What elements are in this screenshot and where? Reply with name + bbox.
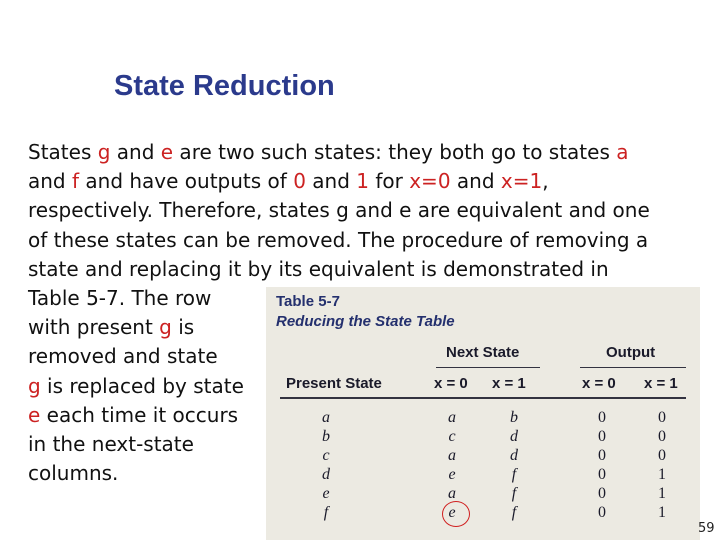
header-ns-x0: x = 0 [434,375,468,392]
cell-out-x0: 0 [598,466,606,483]
cell-ns-x1: b [510,409,518,426]
cell-out-x0: 0 [598,447,606,464]
cell-ns-x0: a [448,485,456,502]
cell-ns-x0: e [448,466,456,483]
cell-present: c [322,447,330,464]
rule-next-state [436,367,540,368]
cell-out-x0: 0 [598,504,606,521]
cell-out-x1: 1 [658,485,666,502]
cell-out-x1: 0 [658,409,666,426]
cell-out-x0: 0 [598,409,606,426]
table-subtitle: Reducing the State Table [276,313,455,330]
cell-out-x1: 1 [658,504,666,521]
cell-ns-x0: a [448,409,456,426]
header-output: Output [606,344,656,361]
paragraph-line-8: removed and state [28,344,218,369]
cell-ns-x1: d [510,447,518,464]
header-out-x0: x = 0 [582,375,616,392]
slide-title: State Reduction [114,70,335,102]
table-title: Table 5-7 [276,293,340,310]
page-number: 59 [698,521,715,536]
highlight-circle [442,501,470,527]
cell-out-x1: 0 [658,428,666,445]
header-rule [280,397,686,399]
paragraph-line-11: in the next-state [28,432,194,457]
cell-present: a [322,409,330,426]
paragraph-line-5: state and replacing it by its equivalent is demonstrated in [28,256,609,281]
cell-ns-x0: e [448,504,456,521]
rule-output [580,367,686,368]
cell-out-x0: 0 [598,485,606,502]
cell-ns-x1: d [510,428,518,445]
paragraph-line-12: columns. [28,461,119,486]
paragraph-line-2: and f and have outputs of 0 and 1 for x=0 and x=1, [28,169,549,194]
header-present-state: Present State [286,375,382,392]
cell-ns-x1: f [511,466,517,483]
state-table-image [266,287,700,540]
paragraph-line-10: e each time it occurs [28,402,239,427]
header-next-state: Next State [446,344,520,361]
paragraph-line-9: g is replaced by state [28,373,244,398]
paragraph-line-3: respectively. Therefore, states g and e are equivalent and one [28,198,650,223]
paragraph-line-7: with present g is [28,315,195,340]
cell-ns-x1: f [511,504,517,521]
cell-ns-x0: c [448,428,456,445]
cell-present: f [323,504,329,521]
paragraph-line-4: of these states can be removed. The procedure of removing a [28,227,649,252]
cell-present: b [322,428,330,445]
header-out-x1: x = 1 [644,375,678,392]
header-ns-x1: x = 1 [492,375,526,392]
cell-ns-x1: f [511,485,517,502]
cell-out-x0: 0 [598,428,606,445]
paragraph-line-6: Table 5-7. The row [28,286,212,311]
paragraph-line-1: States g and e are two such states: they both go to states a [28,140,629,164]
cell-present: d [322,466,330,483]
cell-present: e [322,485,330,502]
cell-out-x1: 0 [658,447,666,464]
cell-ns-x0: a [448,447,456,464]
cell-out-x1: 1 [658,466,666,483]
